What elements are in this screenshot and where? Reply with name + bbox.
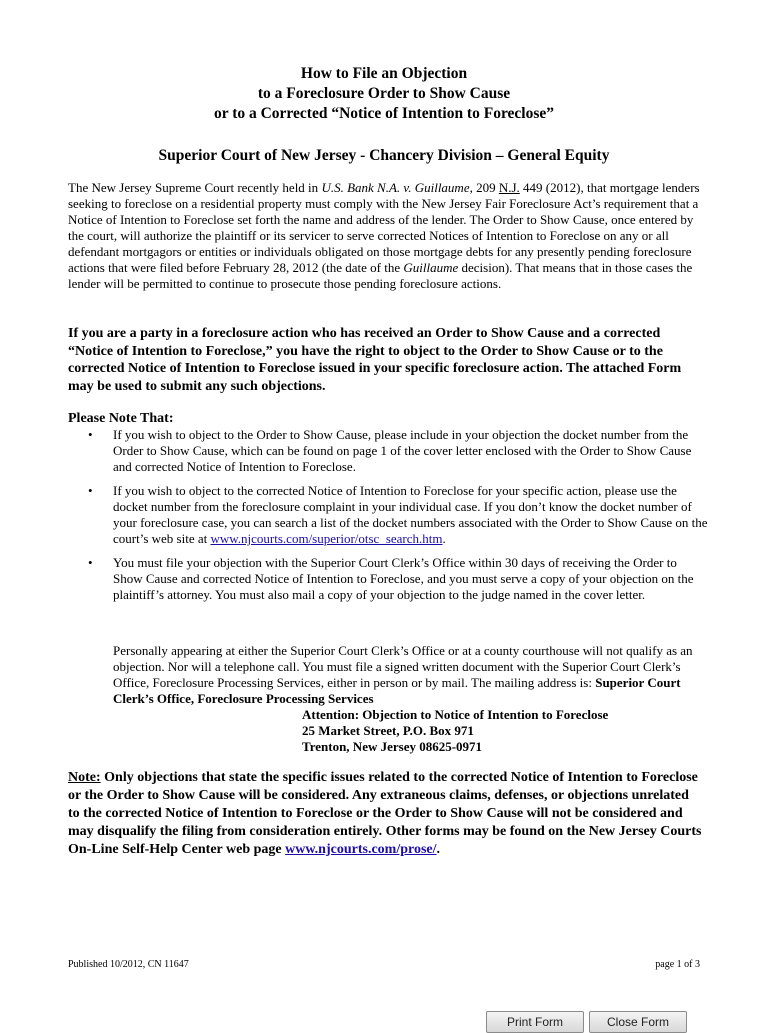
footer-published: Published 10/2012, CN 11647 (68, 959, 189, 970)
intro-text-4: decision). That means that in those cases the lender will be permitted to continue to prosecute those pending foreclosure actions. (68, 260, 693, 291)
bullet-icon: • (88, 483, 93, 498)
party-paragraph: If you are a party in a foreclosure action who has received an Order to Show Cause and a corrected “Notice of Intention to Foreclose,” you have the right to object to the Order to Show Cause or to the corrected Notice of Intention to Foreclose issued in your specific foreclosure action. The attached Form may be used to submit any such objections. (68, 326, 682, 394)
bullet-icon: • (88, 427, 93, 442)
appearing-text: Personally appearing at either the Superior Court Clerk’s Office or at a county courthouse will not qualify as an objection. Nor will a telephone call. You must file a signed written document with the Superior Court Clerk’s Office, Foreclosure Processing Services, either in person or by mail. The mailing address is: (113, 643, 693, 690)
bullet-text-1: If you wish to object to the Order to Show Cause, please include in your objection the docket number from the Order to Show Cause, which can be found on page 1 of the cover letter enclosed with the Order to Show Cause and corrected Notice of Intention to Foreclose. (113, 427, 692, 474)
otsc-search-link[interactable]: www.njcourts.com/superior/otsc_search.htm (210, 531, 443, 546)
note-label: Note: (68, 770, 101, 785)
bullet-text-2: If you wish to object to the corrected Notice of Intention to Foreclose for your specific action, please use the docket number from the foreclosure complaint in your individual case. If you don’t know the docket number of your foreclosure case, you can search a list of the docket numbers associated with the Order to Show Cause on the court’s web site at (113, 483, 708, 546)
closing-end: . (436, 842, 441, 857)
address-line-1: Superior Court Clerk’s Office, Foreclosure Processing Services (113, 675, 681, 706)
footer-page-number: page 1 of 3 (655, 959, 700, 970)
closing-note (68, 769, 704, 859)
bullet-item-3 (68, 555, 708, 603)
intro-reporter: N.J. (498, 180, 520, 195)
title-line-2: to a Foreclosure Order to Show Cause (257, 85, 511, 102)
appearing-paragraph (113, 643, 707, 707)
address-line-4: Trenton, New Jersey 08625-0971 (302, 739, 483, 754)
intro-paragraph (68, 180, 704, 292)
court-subtitle: Superior Court of New Jersey - Chancery Division – General Equity (158, 147, 610, 164)
please-note-heading: Please Note That: (68, 411, 174, 426)
bullet-icon: • (88, 555, 93, 570)
address-line-3: 25 Market Street, P.O. Box 971 (302, 723, 474, 738)
bullet-text-3: You must file your objection with the Superior Court Clerk’s Office within 30 days of receiving the Order to Show Cause and corrected Notice of Intention to Foreclose, and you must serve a copy of your objection on the plaintiff’s attorney. You must also mail a copy of your objection to the judge named in the cover letter. (113, 555, 694, 602)
bullet-list (68, 427, 708, 611)
title-line-1: How to File an Objection (300, 65, 468, 82)
print-form-button[interactable]: Print Form (486, 1011, 584, 1033)
intro-text-3: 449 (2012), that mortgage lenders seeking to foreclose on a residential property must comply with the New Jersey Fair Foreclosure Act’s requirement that a Notice of Intention to Foreclose set forth the name and address of the lender. The Order to Show Cause, once entered by the court, will authorize the plaintiff or its servicer to serve corrected Notices of Intention to Foreclose on any or all defendant mortgagors or entities or individuals obligated on those mortgage debts for any presently pending foreclosure actions that were filed before February 28, 2012 (the date of the (68, 180, 700, 275)
bullet-text-2-end: . (442, 531, 446, 546)
intro-text-2: , 209 (469, 180, 499, 195)
prose-link[interactable]: www.njcourts.com/prose/ (285, 842, 437, 857)
document-title (0, 64, 768, 124)
intro-text-1: The New Jersey Supreme Court recently held in (68, 180, 322, 195)
closing-text: Only objections that state the specific issues related to the corrected Notice of Intention to Foreclose or the Order to Show Cause will be considered. Any extraneous claims, defenses, or objections unrelated to the corrected Notice of Intention to Foreclose or the Order to Show Cause will not be considered and may disqualify the filing from consideration entirely. Other forms may be found on the New Jersey Courts On-Line Self-Help Center web page (68, 770, 702, 857)
close-form-button[interactable]: Close Form (589, 1011, 687, 1033)
bullet-item-1 (68, 427, 708, 475)
address-line-2: Attention: Objection to Notice of Intention to Foreclose (302, 707, 609, 722)
intro-guillaume: Guillaume (403, 260, 459, 275)
title-line-3: or to a Corrected “Notice of Intention to Foreclose” (213, 105, 555, 122)
intro-case-name: U.S. Bank N.A. v. Guillaume (321, 180, 470, 195)
bullet-item-2 (68, 483, 708, 547)
